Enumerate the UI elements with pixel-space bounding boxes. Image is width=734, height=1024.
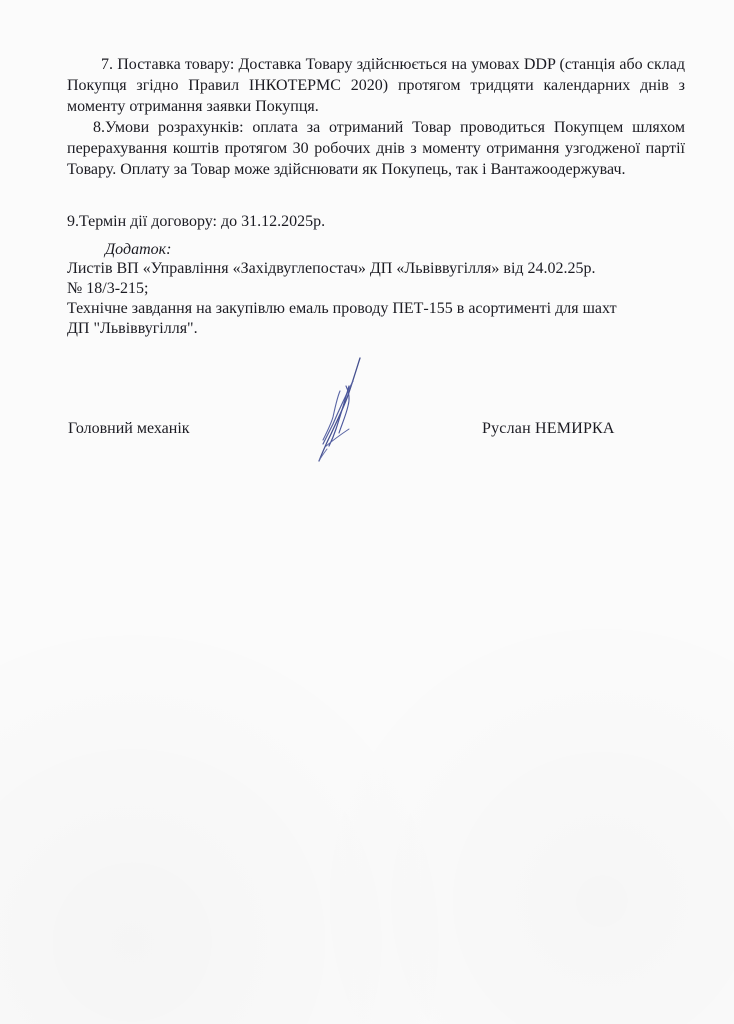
appendix-item-number: № 18/3-215; bbox=[67, 280, 149, 297]
signatory-position: Головний механік bbox=[68, 420, 190, 437]
clause-payment-terms: 8.Умови розрахунків: оплата за отриманий Товар проводиться Покупцем шляхом перерахування коштів протягом 30 робочих днів з моменту отримання узгодженої партії Товару. Оплату за Товар може здійснювати як Покупець, так і Вантажоодержувач. bbox=[67, 119, 685, 178]
appendix-item-letter: Листів ВП «Управління «Західвуглепостач» ДП «Львіввугілля» від 24.02.25р. bbox=[67, 260, 596, 277]
appendix-items bbox=[67, 259, 687, 339]
signatory-name: Руслан НЕМИРКА bbox=[482, 420, 615, 437]
clause-contract-term: 9.Термін дії договору: до 31.12.2025р. bbox=[67, 213, 326, 230]
signature-mark bbox=[305, 356, 375, 468]
clause-delivery: 7. Поставка товару: Доставка Товару здійснюється на умовах DDP (станція або склад Покупця згідно Правил ІНКОТЕРМС 2020) протягом тридцяти календарних днів з моменту отримання заявки Покупця. bbox=[67, 56, 685, 115]
appendix-item-enterprise: ДП "Львіввугілля". bbox=[67, 320, 198, 337]
appendix-item-technical-task: Технічне завдання на закупівлю емаль проводу ПЕТ-155 в асортименті для шахт bbox=[67, 300, 617, 317]
appendix-title: Додаток: bbox=[105, 241, 172, 258]
